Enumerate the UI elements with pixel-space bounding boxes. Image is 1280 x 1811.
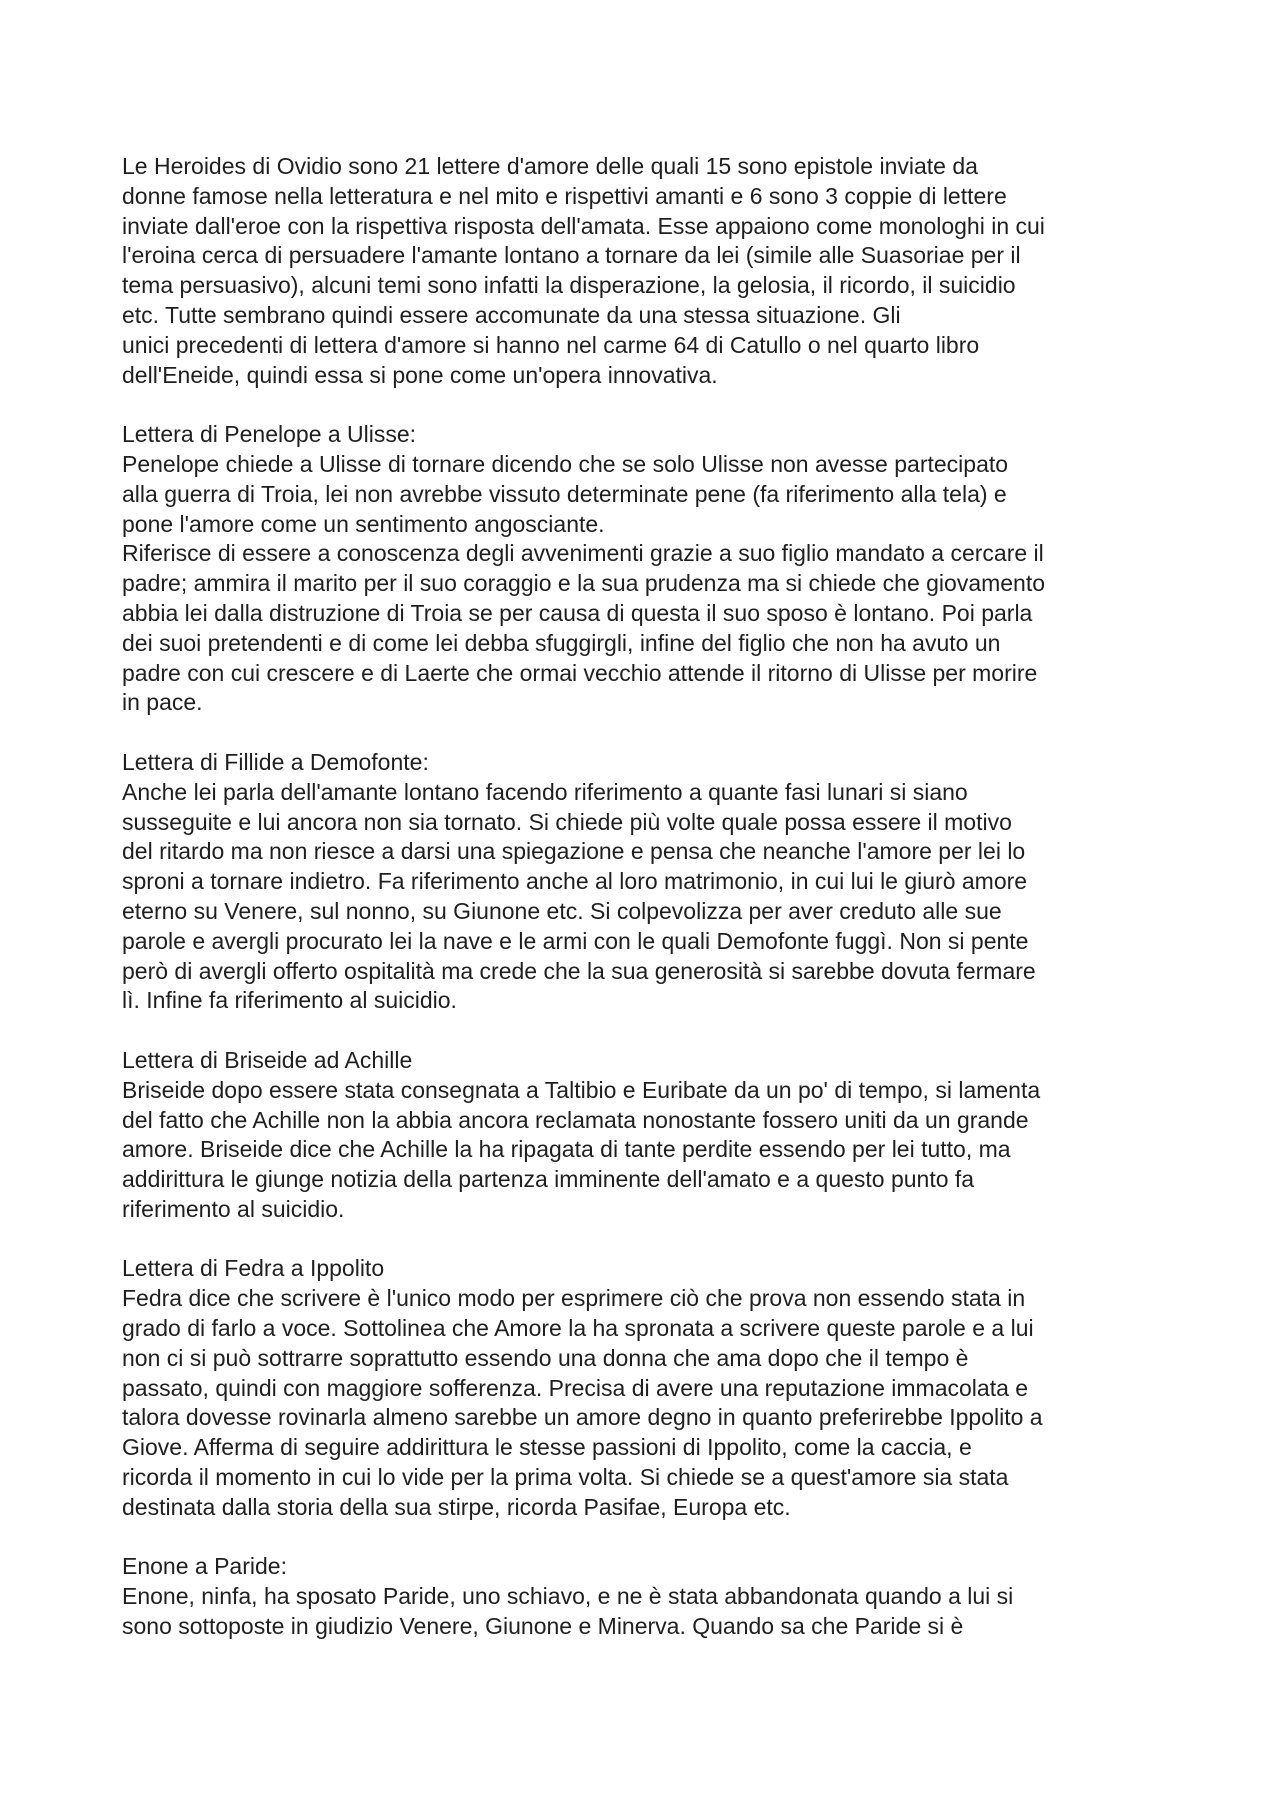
text-line: in pace. (122, 689, 203, 716)
text-line: alla guerra di Troia, lei non avrebbe vissuto determinate pene (fa riferimento alla tela) e (122, 480, 1007, 507)
text-line: grado di farlo a voce. Sottolinea che Amore la ha spronata a scrivere queste parole e a lui (122, 1315, 1034, 1342)
text-line: passato, quindi con maggiore sofferenza. Precisa di avere una reputazione immacolata e (122, 1374, 1029, 1401)
text-line: dei suoi pretendenti e di come lei debba sfuggirgli, infine del figlio che non ha avuto un (122, 629, 1001, 656)
section-fedra (122, 1254, 1172, 1522)
text-line: addirittura le giunge notizia della partenza imminente dell'amato e a questo punto fa (122, 1166, 975, 1193)
text-line: destinata dalla storia della sua stirpe, ricorda Pasifae, Europa etc. (122, 1493, 791, 1520)
text-line: non ci si può sottrarre soprattutto essendo una donna che ama dopo che il tempo è (122, 1344, 969, 1371)
intro-paragraph (122, 152, 1172, 390)
section-briseide (122, 1046, 1172, 1225)
text-line: tema persuasivo), alcuni temi sono infatti la disperazione, la gelosia, il ricordo, il suicidio (122, 272, 1016, 299)
paragraph-gap (122, 1225, 1172, 1255)
text-line: susseguite e lui ancora non sia tornato. Si chiede più volte quale possa essere il motivo (122, 808, 1012, 835)
section-fillide (122, 748, 1172, 1016)
text-line: padre con cui crescere e di Laerte che ormai vecchio attende il ritorno di Ulisse per morire (122, 659, 1038, 686)
text-line: Enone, ninfa, ha sposato Paride, uno schiavo, e ne è stata abbandonata quando a lui si (122, 1583, 1014, 1610)
text-line: inviate dall'eroe con la rispettiva risposta dell'amata. Esse appaiono come monologhi in cui (122, 212, 1045, 239)
text-line: del ritardo ma non riesce a darsi una spiegazione e pensa che neanche l'amore per lei lo (122, 838, 1026, 865)
text-line: donne famose nella letteratura e nel mito e rispettivi amanti e 6 sono 3 coppie di lettere (122, 182, 1007, 209)
text-line: amore. Briseide dice che Achille la ha ripagata di tante perdite essendo per lei tutto, ma (122, 1136, 1011, 1163)
text-line: dell'Eneide, quindi essa si pone come un'opera innovativa. (122, 361, 718, 388)
text-line: pone l'amore come un sentimento angosciante. (122, 510, 605, 537)
text-line: eterno su Venere, sul nonno, su Giunone etc. Si colpevolizza per aver creduto alle sue (122, 897, 1002, 924)
paragraph-gap (122, 1523, 1172, 1553)
text-line: unici precedenti di lettera d'amore si hanno nel carme 64 di Catullo o nel quarto libro (122, 331, 980, 358)
section-heading: Lettera di Fillide a Demofonte: (122, 748, 429, 775)
text-line: sono sottoposte in giudizio Venere, Giunone e Minerva. Quando sa che Paride si è (122, 1613, 964, 1640)
paragraph-gap (122, 1016, 1172, 1046)
section-heading: Enone a Paride: (122, 1553, 287, 1580)
text-line: Fedra dice che scrivere è l'unico modo per esprimere ciò che prova non essendo stata in (122, 1285, 1026, 1312)
text-line: Le Heroides di Ovidio sono 21 lettere d'amore delle quali 15 sono epistole inviate da (122, 153, 978, 179)
text-line: padre; ammira il marito per il suo coraggio e la sua prudenza ma si chiede che giovamento (122, 570, 1046, 597)
section-heading: Lettera di Fedra a Ippolito (122, 1255, 385, 1282)
section-enone (122, 1552, 1172, 1641)
text-line: Penelope chiede a Ulisse di tornare dicendo che se solo Ulisse non avesse partecipato (122, 450, 1009, 477)
text-line: parole e avergli procurato lei la nave e le armi con le quali Demofonte fuggì. Non si pente (122, 927, 1029, 954)
text-line: lì. Infine fa riferimento al suicidio. (122, 987, 457, 1014)
text-line: Briseide dopo essere stata consegnata a Taltibio e Euribate da un po' di tempo, si lamenta (122, 1076, 1041, 1103)
section-penelope (122, 420, 1172, 718)
text-line: abbia lei dalla distruzione di Troia se per causa di questa il suo sposo è lontano. Poi parla (122, 599, 1033, 626)
text-line: talora dovesse rovinarla almeno sarebbe un amore degno in quanto preferirebbe Ippolito a (122, 1404, 1043, 1431)
text-line: l'eroina cerca di persuadere l'amante lontano a tornare da lei (simile alle Suasoriae per il (122, 242, 1021, 269)
text-line: però di avergli offerto ospitalità ma crede che la sua generosità si sarebbe dovuta fermare (122, 957, 1036, 984)
section-heading: Lettera di Briseide ad Achille (122, 1046, 413, 1073)
text-line: riferimento al suicidio. (122, 1195, 345, 1222)
text-line: del fatto che Achille non la abbia ancora reclamata nonostante fossero uniti da un grande (122, 1106, 1029, 1133)
section-heading: Lettera di Penelope a Ulisse: (122, 421, 417, 448)
text-line: Anche lei parla dell'amante lontano facendo riferimento a quante fasi lunari si siano (122, 778, 968, 805)
text-line: sproni a tornare indietro. Fa riferimento anche al loro matrimonio, in cui lui le giurò amore (122, 868, 1028, 895)
text-line: Giove. Afferma di seguire addirittura le stesse passioni di Ippolito, come la caccia, e (122, 1434, 972, 1461)
paragraph-gap (122, 718, 1172, 748)
text-line: etc. Tutte sembrano quindi essere accomunate da una stessa situazione. Gli (122, 301, 901, 328)
paragraph-gap (122, 390, 1172, 420)
text-line: Riferisce di essere a conoscenza degli avvenimenti grazie a suo figlio mandato a cercare il (122, 540, 1044, 567)
document-body (122, 152, 1172, 1642)
text-line: ricorda il momento in cui lo vide per la prima volta. Si chiede se a quest'amore sia stata (122, 1464, 1009, 1491)
